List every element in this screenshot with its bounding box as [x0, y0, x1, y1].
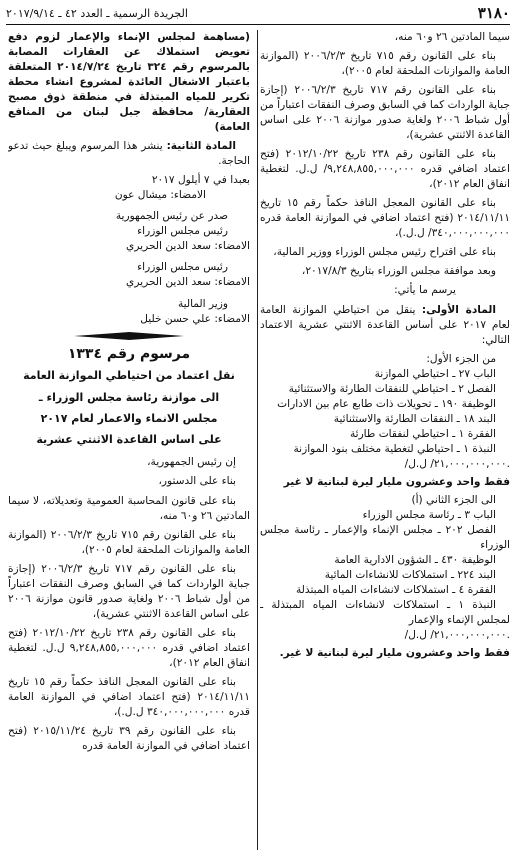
paragraph: بناء على قانون المحاسبة العمومية وتعديلاته، لا سيما المادتين ٢٦ و٦٠ منه، — [8, 494, 250, 522]
left-column — [8, 30, 250, 852]
signing-date: بعبدا في ٧ أيلول ٢٠١٧ — [151, 174, 250, 187]
amount: /٢١,٠٠٠,٠٠٠,٠٠٠/ ل.ل. — [404, 457, 510, 470]
article-1 — [260, 303, 510, 348]
paragraph: بناء على القانون رقم ٧١٧ تاريخ ٢٠٠٦/٢/٣ (إجازة جباية الواردات كما في السابق وصرف النفقات اعتباراً من أول شباط ٢٠٠٦ ولغاية صدور قانون موازنة ٢٠٠٦ على اساس القاعدة الاثنتي عشرية)، — [8, 562, 250, 620]
paragraph: بناء على القانون رقم ٧١٧ تاريخ ٢٠٠٦/٢/٣ (إجازة جباية الواردات كما في السابق وصرف النفقات اعتباراً من أول شباط ٢٠٠٦ ولغاية صدور موازنة ٢٠٠٦ على اساس القاعدة الاثنتي عشرية)، — [260, 84, 510, 142]
budget-line: الفقرة ١ ـ احتياطي لنفقات طارئة — [349, 427, 496, 440]
amount: /٢١,٠٠٠,٠٠٠,٠٠٠/ ل.ل. — [404, 629, 510, 642]
official-title: رئيس مجلس الوزراء — [137, 225, 228, 238]
to-label: الى الجزء الثاني (أ) — [411, 493, 496, 506]
paragraph: بناء على القانون رقم ٢٣٨ تاريخ ٢٠١٢/١٠/٢٢ (فتح اعتماد اضافي قدره ٩,٢٤٨,٨٥٥,٠٠٠,٠٠٠/ ل.ل. لتغطية انفاق العام ٢٠١٢)، — [260, 148, 510, 191]
paragraph: يرسم ما يأتي: — [394, 284, 456, 297]
paragraph: بناء على الدستور، — [158, 475, 236, 488]
decree-title-line: مجلس الانماء والاعمار لعام ٢٠١٧ — [40, 411, 218, 425]
article-text: ينقل من احتياطي الموازنة العامة لعام ٢٠١٧ على أساس القاعدة الاثنتي عشرية الاعتماد التالي: — [260, 303, 510, 346]
signature: الامضاء: سعد الدين الحريري — [126, 276, 250, 289]
article-2 — [8, 139, 250, 169]
paragraph: وبعد موافقة مجلس الوزراء بتاريخ ٢٠١٧/٨/٣، — [301, 265, 496, 278]
issued-by: صدر عن رئيس الجمهورية — [115, 210, 228, 223]
column-divider — [257, 30, 258, 850]
budget-line: الفصل ٢٠٢ ـ مجلس الإنماء والإعمار ـ رئاسة مجلس الوزراء — [260, 523, 510, 551]
budget-line: الوظيفة ١٩٠ ـ تحويلات ذات طابع عام بين الادارات — [277, 397, 496, 410]
budget-line: الفصل ٢ ـ احتياطي للنفقات الطارئة والاستثنائية — [288, 382, 496, 395]
article-label: المادة الأولى: — [421, 303, 496, 316]
amount-words: فقط واحد وعشرون مليار ليرة لبنانية لا غير. — [279, 647, 510, 660]
decree-title-line: الى موازنة رئاسة مجلس الوزراء ـ — [38, 390, 220, 404]
page-number: ٣١٨٠ — [477, 4, 510, 23]
signature: الامضاء: سعد الدين الحريري — [126, 240, 250, 253]
issue-info: الجريدة الرسمية ـ العدد ٤٢ ـ ٢٠١٧/٩/١٤ — [6, 7, 188, 21]
paragraph: بناء على القانون المعجل النافذ حكماً رقم ١٥ تاريخ ٢٠١٤/١١/١١ (فتح اعتماد اضافي في الموازنة العامة قدره ٣٤٠,٠٠٠,٠٠٠,٠٠٠ ل.ل.)، — [8, 675, 250, 718]
from-label: من الجزء الأول: — [426, 352, 496, 365]
budget-line: النبذة ١ ـ احتياطي لتغطية مختلف بنود الموازنة — [293, 442, 496, 455]
paragraph: بناء على اقتراح رئيس مجلس الوزراء ووزير المالية، — [273, 246, 496, 259]
budget-line: الباب ٣ ـ رئاسة مجلس الوزراء — [362, 508, 496, 521]
article-text: ينشر هذا المرسوم ويبلغ حيث تدعو الحاجة. — [8, 140, 250, 168]
section-separator — [74, 331, 184, 341]
continued-title: (مساهمة لمجلس الإنماء والإعمار لزوم دفع تعويض استملاك عن العقارات المصابة بالمرسوم رقم ٣٢٤ تاريخ ٢٠١٤/٧/٢٤ المتعلقة باعتبار الاشغال العائدة لمشروع انشاء محطة تكرير للمياه المبتذلة في منطقة ذوق مصبح العقارية/ محافظة جبل لبنان من المنافع العامة) — [8, 31, 250, 134]
paragraph: إن رئيس الجمهورية، — [147, 456, 236, 469]
budget-line: الباب ٢٧ ـ احتياطي الموازنة — [374, 367, 496, 380]
paragraph: بناء على القانون رقم ٧١٥ تاريخ ٢٠٠٦/٢/٣ (الموازنة العامة والموازنات الملحقة لعام ٢٠٠٥)، — [8, 528, 250, 556]
paragraph: بناء على القانون رقم ٢٣٨ تاريخ ٢٠١٢/١٠/٢٢ (فتح اعتماد اضافي قدره ٩,٢٤٨,٨٥٥,٠٠٠,٠٠٠ ل.ل. لتغطية انفاق العام ٢٠١٢)، — [8, 626, 250, 669]
budget-line: البند ١٨ ـ النفقات الطارئة والاستثنائية — [333, 412, 496, 425]
official-title: رئيس مجلس الوزراء — [137, 261, 228, 274]
decree-title-line: على اساس القاعدة الاثنتي عشرية — [36, 433, 222, 447]
paragraph: بناء على القانون رقم ٧١٥ تاريخ ٢٠٠٦/٢/٣ (الموازنة العامة والموازنات الملحقة لعام ٢٠٠٥)، — [260, 50, 510, 78]
article-label: المادة الثانية: — [166, 140, 236, 153]
budget-line: الفقرة ٤ ـ استملاكات لانشاءات المياه المبتذلة — [295, 584, 496, 597]
budget-line: النبذة ١ ـ استملاكات لانشاءات المياه المبتذلة ـ لمجلس الإنماء والإعمار — [260, 599, 510, 627]
right-column — [260, 30, 510, 852]
budget-line: الوظيفة ٤٣٠ ـ الشؤون الادارية العامة — [334, 554, 496, 566]
signature: الامضاء: ميشال عون — [114, 189, 206, 202]
decree-number: مرسوم رقم ١٣٣٤ — [67, 345, 191, 362]
budget-line: البند ٢٢٤ ـ استملاكات للانشاءات المائية — [324, 569, 496, 582]
paragraph: بناء على القانون رقم ٣٩ تاريخ ٢٠١٥/١١/٢٤ (فتح اعتماد اضافي في الموازنة العامة قدره — [8, 724, 250, 752]
paragraph: سيما المادتين ٢٦ و٦٠ منه، — [394, 31, 510, 43]
signature: الامضاء: علي حسن خليل — [140, 312, 250, 325]
official-title: وزير المالية — [177, 297, 228, 310]
paragraph: بناء على القانون المعجل النافذ حكماً رقم ١٥ تاريخ ٢٠١٤/١١/١١ (فتح اعتماد اضافي في الموازنة العامة قدره ٣٤٠,٠٠٠,٠٠٠,٠٠٠/ ل.ل.)، — [260, 197, 510, 240]
page-header — [6, 4, 510, 25]
decree-title-line: نقل اعتماد من احتياطي الموازنة العامة — [23, 369, 235, 383]
amount-words: فقط واحد وعشرون مليار ليرة لبنانية لا غير — [283, 475, 510, 488]
